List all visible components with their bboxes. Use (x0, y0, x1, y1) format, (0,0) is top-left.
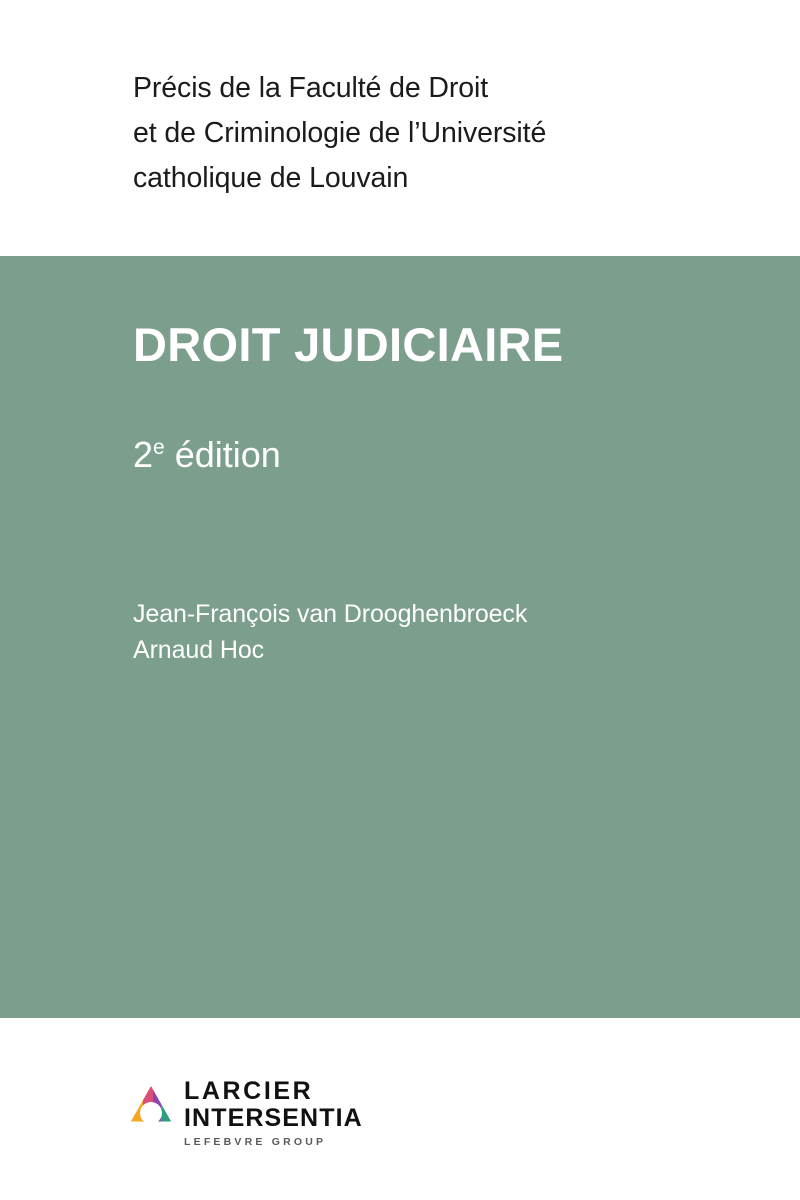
collection-title-line-1: Précis de la Faculté de Droit (133, 72, 489, 104)
collection-title-line-2: et de Criminologie de l’Université (133, 117, 547, 149)
edition-number: 2 (133, 434, 154, 475)
title-panel (0, 256, 800, 1018)
publisher-band (0, 1018, 800, 1200)
publisher-group-label: LEFEBVRE GROUP (184, 1136, 327, 1148)
edition-ordinal-suffix: e (153, 436, 165, 459)
publisher-name-larcier: LARCIER (184, 1077, 314, 1105)
collection-title (133, 66, 733, 201)
edition-word: édition (164, 434, 281, 475)
book-title: DROIT JUDICIAIRE (133, 318, 564, 371)
collection-band (0, 0, 800, 256)
author-name: Arnaud Hoc (133, 636, 265, 664)
publisher-wordmark (184, 1078, 384, 1150)
author-list (133, 596, 753, 668)
collection-title-line-3: catholique de Louvain (133, 162, 409, 194)
publisher-name-intersentia: INTERSENTIA (184, 1104, 363, 1132)
publisher-logo (127, 1078, 387, 1154)
author-name: Jean-François van Drooghenbroeck (133, 600, 528, 628)
larcier-triangle-logo-icon (127, 1082, 175, 1130)
edition-statement (133, 434, 281, 476)
